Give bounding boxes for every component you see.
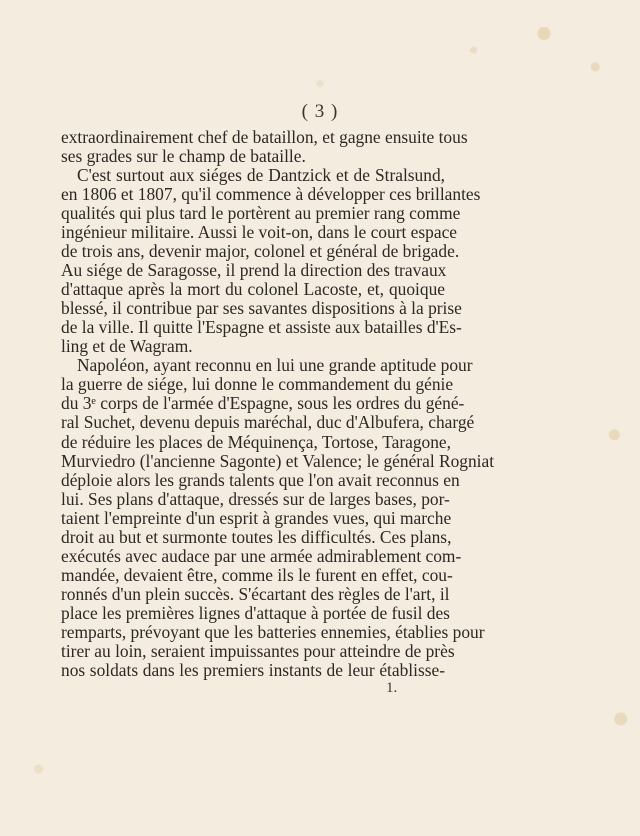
text-line: lui. Ses plans d'attaque, dressés sur de larges bases, por- — [61, 488, 450, 509]
body-text — [61, 127, 495, 680]
signature-mark: 1. — [386, 680, 398, 696]
text-line: blessé, il contribue par ses savantes dispositions à la prise — [61, 298, 462, 319]
text-line: exécutés avec audace par une armée admirablement com- — [61, 545, 462, 566]
text-line: en 1806 et 1807, qu'il commence à développer ces brillantes — [61, 184, 481, 205]
text-line: du 3ᵉ corps de l'armée d'Espagne, sous les ordres du géné- — [61, 393, 465, 414]
text-line: ral Suchet, devenu depuis maréchal, duc d'Albufera, chargé — [61, 412, 475, 433]
text-line: ronnés d'un plein succès. S'écartant des règles de l'art, il — [61, 583, 450, 604]
text-line: place les premières lignes d'attaque à portée de fusil des — [61, 602, 450, 623]
text-line: droit au but et surmonte toutes les difficultés. Ces plans, — [61, 526, 452, 547]
text-line: mandée, devaient être, comme ils le furent en effet, cou- — [61, 564, 453, 585]
text-line: Murviedro (l'ancienne Sagonte) et Valence; le général Rogniat — [61, 450, 495, 471]
text-line: taient l'empreinte d'un esprit à grandes vues, qui marche — [61, 507, 452, 528]
text-line: C'est surtout aux siéges de Dantzick et de Stralsund, — [77, 165, 445, 186]
text-line: la guerre de siége, lui donne le commandement du génie — [61, 374, 454, 395]
text-line: tirer au loin, seraient impuissantes pour atteindre de près — [61, 640, 455, 661]
text-line: extraordinairement chef de bataillon, et gagne ensuite tous — [61, 127, 468, 147]
text-line: remparts, prévoyant que les batteries ennemies, établies pour — [61, 621, 485, 642]
text-line: Napoléon, ayant reconnu en lui une grande aptitude pour — [77, 355, 473, 376]
text-line: ling et de Wagram. — [61, 336, 193, 357]
text-line: ses grades sur le champ de bataille. — [61, 146, 306, 167]
text-line: déploie alors les grands talents que l'on avait reconnus en — [61, 469, 460, 490]
text-line: ingénieur militaire. Aussi le voit-on, dans le court espace — [61, 222, 458, 243]
text-line: qualités qui plus tard le portèrent au premier rang comme — [61, 203, 461, 224]
text-line: de réduire les places de Méquinença, Tortose, Taragone, — [61, 431, 451, 452]
text-line: de trois ans, devenir major, colonel et général de brigade. — [61, 241, 460, 262]
page-number: ( 3 ) — [301, 101, 339, 122]
text-line: d'attaque après la mort du colonel Lacoste, et, quoique — [61, 279, 445, 300]
text-line: de la ville. Il quitte l'Espagne et assiste aux batailles d'Es- — [61, 317, 462, 338]
text-line: nos soldats dans les premiers instants de leur établisse- — [61, 659, 445, 680]
text-line: Au siége de Saragosse, il prend la direction des travaux — [61, 260, 447, 281]
